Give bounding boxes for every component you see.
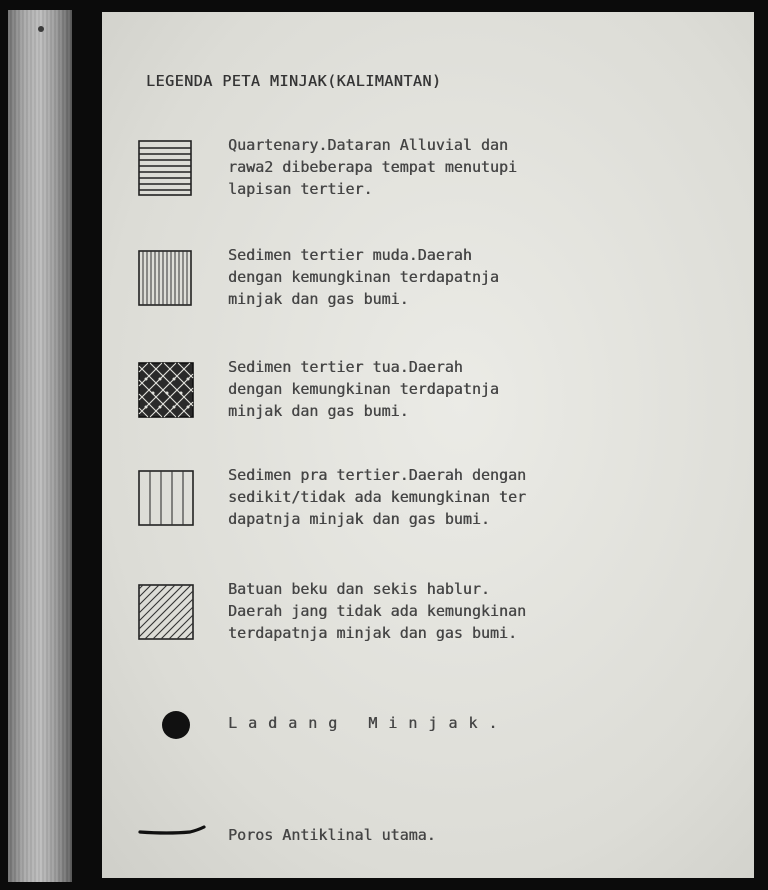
horizontal-lines-pattern-icon (138, 140, 192, 196)
filled-circle-icon (138, 708, 198, 748)
desc-line: Sedimen pra tertier.Daerah dengan (228, 466, 527, 484)
desc-line: terdapatnja minjak dan gas bumi. (228, 624, 517, 642)
legend-description (228, 464, 744, 530)
legend-entry-old-tertiary (138, 358, 748, 442)
desc-line: dapatnja minjak dan gas bumi. (228, 510, 490, 528)
legend-description (228, 824, 744, 846)
legend-entry-pre-tertiary (138, 466, 748, 550)
legend-description (228, 244, 744, 310)
diagonal-hatch-pattern-icon (138, 584, 194, 640)
desc-line: Ladang Minjak. (228, 714, 509, 732)
desc-line: minjak dan gas bumi. (228, 402, 409, 420)
desc-line: Sedimen tertier tua.Daerah (228, 358, 463, 376)
binding-hole (38, 26, 44, 32)
dense-vertical-lines-pattern-icon (138, 250, 192, 306)
legend-description (228, 712, 744, 734)
desc-line: Batuan beku dan sekis hablur. (228, 580, 490, 598)
desc-line: sedikit/tidak ada kemungkinan ter (228, 488, 527, 506)
book-binding (8, 10, 72, 882)
legend-description (228, 134, 744, 200)
desc-line: rawa2 dibeberapa tempat menutupi (228, 158, 517, 176)
legend-description (228, 578, 744, 644)
desc-line: Sedimen tertier muda.Daerah (228, 246, 472, 264)
legend-entry-igneous (138, 580, 748, 664)
dotted-crosshatch-pattern-icon (138, 362, 194, 418)
document-page (102, 12, 754, 878)
desc-line: Daerah jang tidak ada kemungkinan (228, 602, 527, 620)
desc-line: minjak dan gas bumi. (228, 290, 409, 308)
desc-line: dengan kemungkinan terdapatnja (228, 268, 499, 286)
legend-entry-young-tertiary (138, 246, 748, 330)
curved-line-icon (138, 820, 208, 850)
desc-line: lapisan tertier. (228, 180, 373, 198)
legend-description (228, 356, 744, 422)
desc-line: Quartenary.Dataran Alluvial dan (228, 136, 508, 154)
legend-title: LEGENDA PETA MINJAK(KALIMANTAN) (146, 72, 442, 90)
legend-entry-oil-field (138, 708, 748, 748)
legend-entry-anticline-axis (138, 820, 748, 850)
sparse-vertical-lines-pattern-icon (138, 470, 194, 526)
legend-entry-quaternary (138, 136, 748, 220)
desc-line: dengan kemungkinan terdapatnja (228, 380, 499, 398)
desc-line: Poros Antiklinal utama. (228, 826, 436, 844)
